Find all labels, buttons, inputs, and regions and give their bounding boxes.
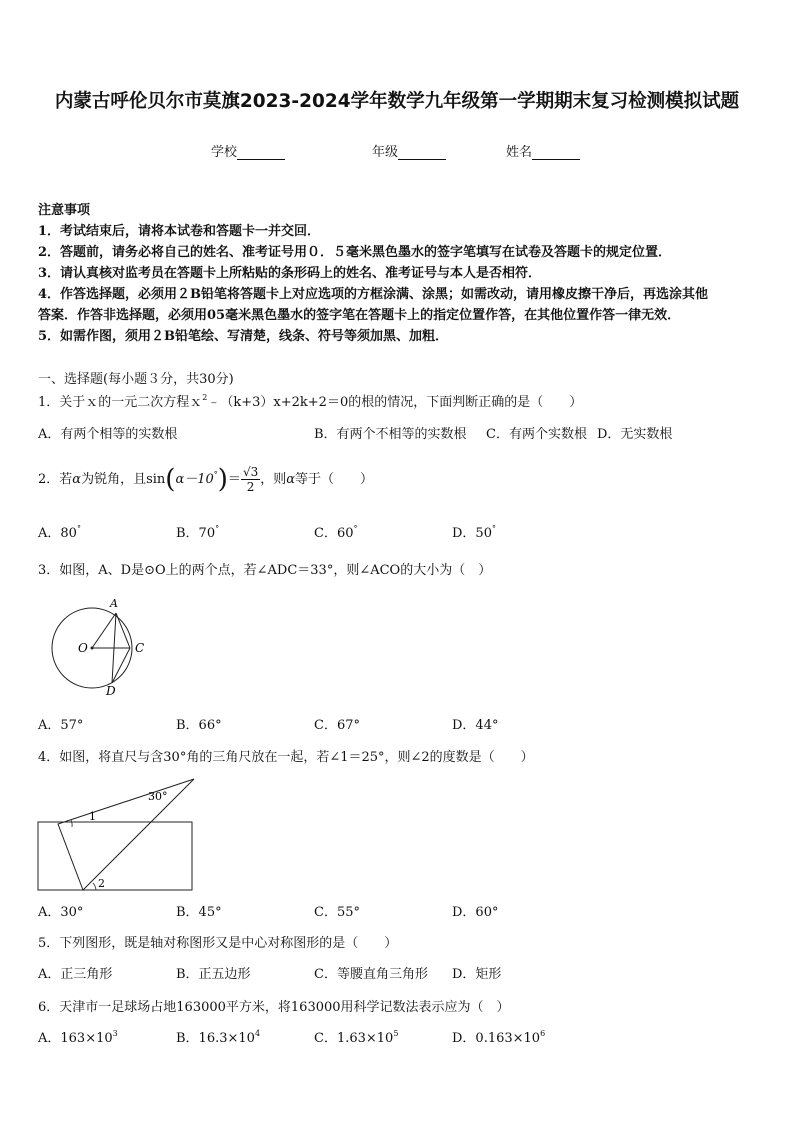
segment-dc (112, 648, 130, 683)
ruler-triangle-figure (36, 774, 202, 894)
q1-option-a: A．有两个相等的实数根 (38, 427, 178, 442)
school-field (211, 141, 285, 160)
label-c: C (135, 641, 145, 655)
q2-option-c: C．60° (314, 524, 358, 541)
name-label: 姓名 (506, 145, 533, 160)
grade-field (372, 141, 446, 160)
notice-item: 4．作答选择题，必须用２B铅笔将答题卡上对应选项的方框涂满、涂黑；如需改动，请用橡皮擦干净后，再选涂其他 (38, 287, 709, 302)
q5-option-d: D．矩形 (452, 967, 502, 982)
q6-option-b: B．$16.3\times 10^4$ (176, 1029, 261, 1046)
q4-option-d: D．60° (452, 905, 499, 920)
q5-option-b: B．正五边形 (176, 967, 251, 982)
notice-item: 5．如需作图，须用２B铅笔绘、写清楚，线条、符号等须加黑、加粗． (38, 329, 449, 344)
q6-option-a: A．$163\times 10^3$ (38, 1029, 118, 1046)
section-heading: 一、选择题(每小题３分，共30分) (38, 372, 234, 387)
page-title: 内蒙古呼伦贝尔市莫旗2023-2024学年数学九年级第一学期期末复习检测模拟试题 (54, 91, 740, 112)
q4-option-b: B．45° (176, 905, 222, 920)
q6-option-d: D．$0.163\times 10^6$ (452, 1029, 546, 1046)
notice-item: 3．请认真核对监考员在答题卡上所粘贴的条形码上的姓名、准考证号与本人是否相符． (38, 266, 542, 281)
question-3: 3．如图，A、D是⊙O上的两个点，若∠ADC＝33°，则∠ACO的大小为（ ） (38, 563, 492, 578)
q3-option-d: D．44° (452, 718, 499, 733)
question-2: 2．若α为锐角，且sin(α－10°)＝ $\frac{√3}{2}$ ，则α等于（ ） (38, 464, 374, 495)
label-2: 2 (98, 877, 105, 890)
segment-oa (92, 613, 116, 648)
school-label: 学校 (211, 145, 238, 160)
q4-option-c: C．55° (314, 905, 360, 920)
name-field (506, 141, 580, 160)
school-blank (237, 146, 285, 160)
q5-option-c: C．等腰直角三角形 (314, 967, 428, 982)
question-5: 5．下列图形，既是轴对称图形又是中心对称图形的是（ ） (38, 936, 398, 951)
notice-heading: 注意事项 (38, 203, 91, 218)
sqrt3-over-2: $\frac{√3}{2}$ (242, 465, 259, 494)
q6-option-c: C．$1.63\times 10^5$ (314, 1029, 399, 1046)
angle-1-arc (71, 820, 72, 827)
label-30: 30° (148, 790, 168, 803)
q4-option-a: A．30° (38, 905, 84, 920)
label-d: D (106, 684, 116, 698)
q2-option-b: B．70° (176, 524, 220, 541)
q5-option-a: A．正三角形 (38, 967, 113, 982)
question-6: 6．天津市一足球场占地163000平方米，将163000用科学记数法表示应为（ ） (38, 1000, 510, 1015)
angle-2-arc (93, 883, 96, 890)
question-4: 4．如图，将直尺与含30°角的三角尺放在一起，若∠1＝25°，则∠2的度数是（ ） (38, 750, 534, 765)
q1-option-b: B．有两个不相等的实数根 (314, 427, 467, 442)
label-o: O (78, 641, 88, 655)
q2-option-a: A．80° (38, 524, 81, 541)
label-1: 1 (89, 810, 96, 823)
triangle (58, 779, 194, 890)
q1-option-d: D．无实数根 (597, 427, 673, 442)
question-1: 1．关于ｘ的一元二次方程ｘ$^2$﹣（k+3）x+2k+2＝0的根的情况，下面判断正确的是（ ） (38, 393, 583, 410)
notice-item: 答案．作答非选择题，必须用05毫米黑色墨水的签字笔在答题卡上的指定位置作答，在其他位置作答一律无效． (38, 308, 681, 323)
q2-option-d: D．50° (452, 524, 496, 541)
label-a: A (110, 597, 118, 610)
circle-figure (44, 594, 154, 702)
name-blank (532, 146, 580, 160)
notice-item: 1．考试结束后，请将本试卷和答题卡一并交回． (38, 224, 321, 239)
q3-option-a: A．57° (38, 718, 84, 733)
grade-label: 年级 (372, 145, 399, 160)
q3-option-c: C．67° (314, 718, 360, 733)
q1-option-c: C．有两个实数根 (486, 427, 587, 442)
center-point (91, 647, 94, 650)
notice-item: 2．答题前，请务必将自己的姓名、准考证号用０．５毫米黑色墨水的签字笔填写在试卷及答题卡的规定位置． (38, 245, 672, 260)
q3-option-b: B．66° (176, 718, 222, 733)
grade-blank (398, 146, 446, 160)
